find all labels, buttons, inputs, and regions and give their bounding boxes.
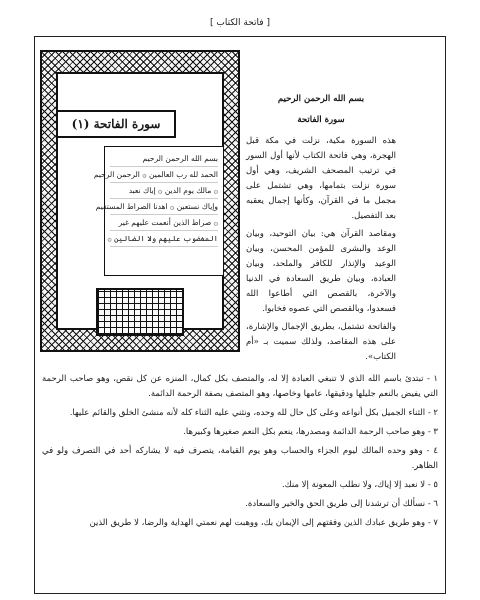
- surah-title: (١) سورة الفاتحة: [56, 110, 176, 138]
- verse-line: الحمد لله رب العالمين ۞ الرحمن الرحيم: [110, 167, 218, 183]
- list-item: ٢ - الثناء الجميل بكل أنواعه وعلى كل حال لله وحده، ونثني عليه الثناء كله لأنه منشئ الخلق والقائم عليها.: [69, 408, 438, 418]
- list-item: ٦ - نسألك أن ترشدنا إلى طريق الحق والخير والسعادة.: [245, 499, 438, 509]
- intro-paragraph: هذه السورة مكية، نزلت في مكة قبل الهجرة، وهي فاتحة الكتاب لأنها أول السور في ترتيب المصحف الشريف، وهي أول سورة نزلت بتمامها، وهي تشتمل على مجمل ما في القرآن، وكأنها إجمال يعقبه بعد التفصيل.: [246, 136, 396, 221]
- ornament-footer-pattern: [96, 288, 184, 336]
- verse-line: ۞ صراط الذين أنعمت عليهم غير: [110, 215, 218, 231]
- verse-explanations: [42, 372, 438, 535]
- basmala: بسم الله الرحمن الرحيم: [277, 94, 365, 104]
- verse-line: بسم الله الرحمن الرحيم: [110, 151, 218, 167]
- list-item: ٧ - وهو طريق عبادك الذين وفقتهم إلى الإيمان بك، ووهبت لهم نعمتي الهداية والرضا، لا طريق الذين: [89, 518, 438, 528]
- intro-paragraph: ومقاصد القرآن هي: بيان التوحيد، وبيان الوعد والبشرى للمؤمن المحسن، وبيان الوعيد والإنذار للكافر والملحد، وبيان العبادة، وبيان طريق السعادة في الدنيا والآخرة، بالقصص التي أطاعوا الله فسعدوا، وبالقصص التي عصوه فخابوا.: [246, 229, 396, 314]
- page-header: [ فاتحة الكتاب ]: [210, 18, 270, 28]
- list-item: ٥ - لا نعبد إلا إياك، ولا نطلب المعونة إلا منك.: [281, 480, 438, 490]
- surah-verses: [93, 146, 224, 276]
- verse-line: وإياك نستعين ۞ اهدنا الصراط المستقيم: [110, 199, 218, 215]
- list-item: ٤ - وهو وحده المالك ليوم الجزاء والحساب وهو يوم القيامة، يتصرف فيه لا يشاركه أحد في التصرف ولو في الظاهر.: [42, 446, 438, 471]
- verse-line: ۞ مالك يوم الدين ۞ إياك نعبد: [110, 183, 218, 199]
- intro-paragraph: والفاتحة تشتمل، بطريق الإجمال والإشارة، على هذه المقاصد، ولذلك سميت بـ «أم الكتاب».: [246, 322, 396, 362]
- intro-column: [246, 92, 396, 368]
- verse-line: المغضوب عليهم ولا الضالين ۞: [110, 231, 218, 247]
- list-item: ٣ - وهو صاحب الرحمة الدائمة ومصدرها، ينعم بكل النعم صغيرها وكبيرها.: [183, 427, 438, 437]
- list-item: ١ - تبتدئ باسم الله الذي لا تنبغي العبادة إلا له، والمتصف بكل كمال، المنزه عن كل نقص، وهو صاحب الرحمة التي يفيض بالنعم جليلها ودقيقها، عامها وخاصها، وهو المتصف بصفة الرحمة الدائمة.: [42, 374, 438, 399]
- section-title: سورة الفاتحة: [297, 115, 345, 125]
